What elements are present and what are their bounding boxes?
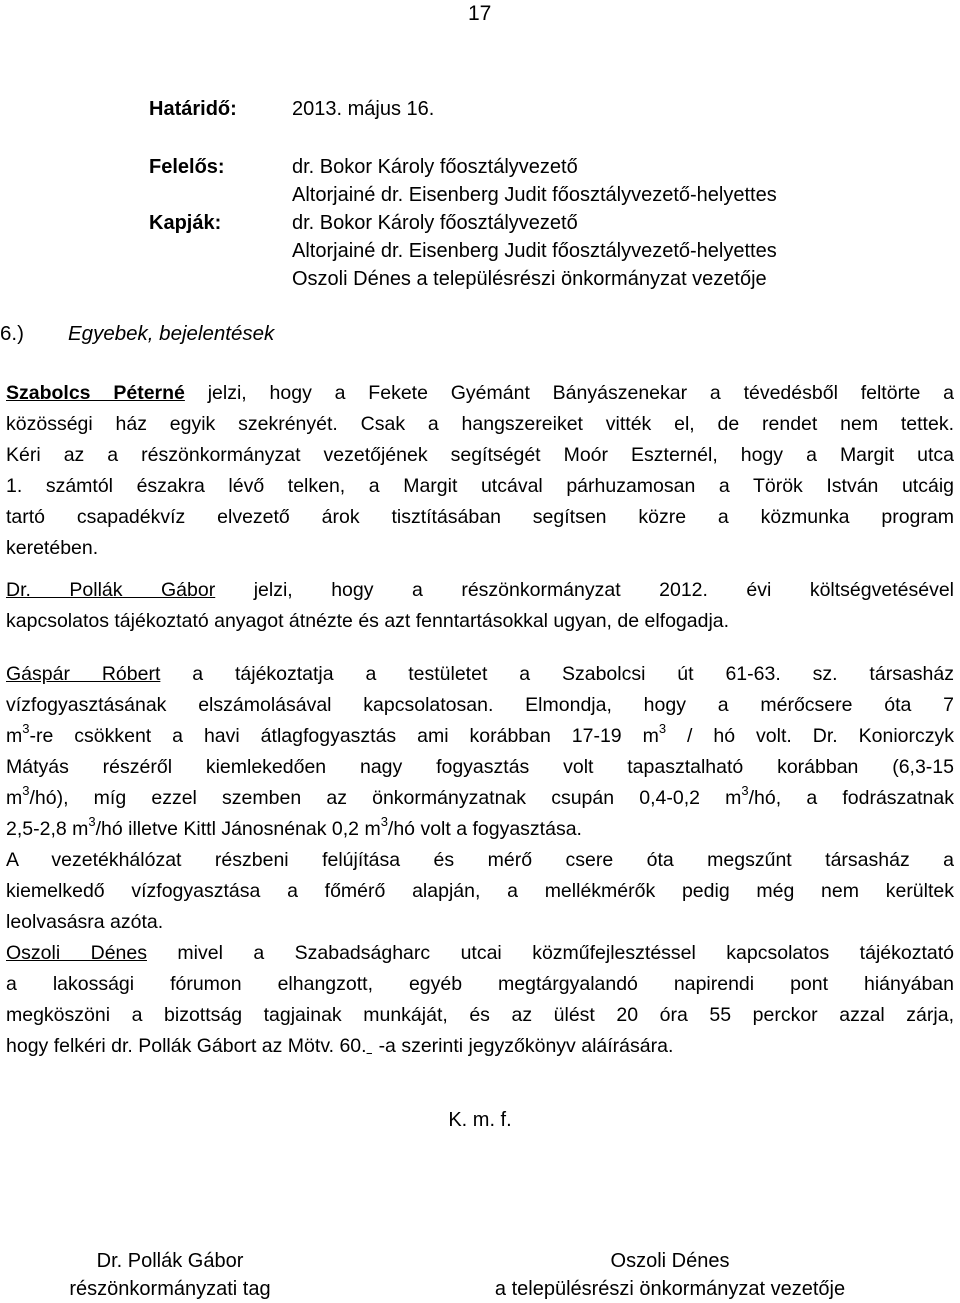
text-line: közösségi ház egyik szekrényét. Csak a hangszereiket vitték el, de rendet nem tettek. (6, 413, 954, 435)
page-number: 17 (468, 2, 492, 25)
text-line: mivel a Szabadságharc utcai közműfejlesztéssel kapcsolatos tájékoztató (146, 942, 954, 964)
text-line: kapcsolatos tájékoztató anyagot átnézte és azt fenntartásokkal ugyan, de elfogadja. (6, 610, 730, 632)
text-line: vízfogyasztásának elszámolásával kapcsolatosan. Elmondja, hogy a mérőcsere óta 7 (6, 694, 954, 716)
text-line: 2,5-2,8 $m^3/hó$ illetve Kittl Jánosnénak 0,2 $m^3/hó$ volt a fogyasztása. (6, 814, 582, 840)
recipient-1: dr. Bokor Károly főosztályvezető (292, 212, 578, 234)
text-line: hogy felkéri dr. Pollák Gábort az Mötv. 60. -a szerinti jegyzőkönyv aláírására. (6, 1035, 674, 1057)
text-line: jelzi, hogy a részönkormányzat 2012. évi költségvetésével (215, 579, 954, 601)
signature-right-name: Oszoli Dénes (610, 1250, 730, 1272)
speaker-name: Gáspár Róbert (6, 663, 161, 685)
text-line: $m^3/hó$), míg ezzel szemben az önkormányzatnak csupán 0,4-0,2 $m^3/hó$, a fodrászatnak (6, 783, 954, 809)
responsible-1: dr. Bokor Károly főosztályvezető (292, 156, 578, 178)
responsible-2: Altorjainé dr. Eisenberg Judit főosztályvezető-helyettes (292, 184, 777, 206)
section-title: Egyebek, bejelentések (68, 322, 275, 345)
section-heading (0, 322, 274, 346)
signature-left-name: Dr. Pollák Gábor (96, 1250, 244, 1272)
paragraph-szabolcs (6, 378, 954, 564)
paragraph-pollak (6, 575, 954, 637)
deadline-value: 2013. május 16. (292, 98, 435, 120)
speaker-name: Szabolcs Péterné (6, 382, 185, 404)
signature-right-title: a településrészi önkormányzat vezetője (494, 1278, 846, 1300)
text-line: leolvasásra azóta. (6, 911, 164, 933)
text-line: kiemelkedő vízfogyasztása a főmérő alapján, a mellékmérők pedig még nem kerültek (6, 880, 954, 902)
text-line: a tájékoztatja a testületet a Szabolcsi út 61-63. sz. társasház (160, 663, 954, 685)
speaker-name: Dr. Pollák Gábor (6, 579, 216, 601)
recipients-label: Kapják: (149, 212, 222, 234)
text-line: tartó csapadékvíz elvezető árok tisztításában segítsen közre a közmunka program (6, 506, 954, 528)
text-line: megköszöni a bizottság tagjainak munkáját, és az ülést 20 óra 55 perckor azzal zárja, (6, 1004, 954, 1026)
deadline-label: Határidő: (149, 98, 237, 120)
paragraph-oszoli (6, 938, 954, 1062)
text-line: Mátyás részéről kiemlekedően nagy fogyasztás volt tapasztalható korábban (6,3-15 (6, 756, 954, 778)
text-line: 1. számtól északra lévő telken, a Margit utcával párhuzamosan a Török István utcáig (6, 475, 954, 497)
text-line: keretében. (6, 537, 99, 559)
text-line: a lakossági fórumon elhangzott, egyéb megtárgyalandó napirendi pont hiányában (6, 973, 954, 995)
text-line: jelzi, hogy a Fekete Gyémánt Bányászenekar a tévedésből feltörte a (184, 382, 954, 404)
text-line: A vezetékhálózat részbeni felújítása és mérő csere óta megszűnt társasház a (6, 849, 954, 871)
closing-mark: K. m. f. (448, 1109, 512, 1131)
recipient-3: Oszoli Dénes a településrészi önkormányzat vezetője (292, 268, 767, 290)
signature-left-title: részönkormányzati tag (69, 1278, 271, 1300)
text-line: $m^3-re$ csökkent a havi átlagfogyasztás ami korábban 17-19 $m^3$ / hó volt. Dr. Koniorczyk (6, 721, 954, 747)
text-line: Kéri az a részönkormányzat vezetőjének segítségét Moór Eszternél, hogy a Margit utca (6, 444, 954, 466)
recipient-2: Altorjainé dr. Eisenberg Judit főosztályvezető-helyettes (292, 240, 777, 262)
section-number: 6.) (0, 322, 24, 345)
paragraph-gaspar (6, 659, 954, 938)
speaker-name: Oszoli Dénes (6, 942, 147, 964)
responsible-label: Felelős: (149, 156, 225, 178)
